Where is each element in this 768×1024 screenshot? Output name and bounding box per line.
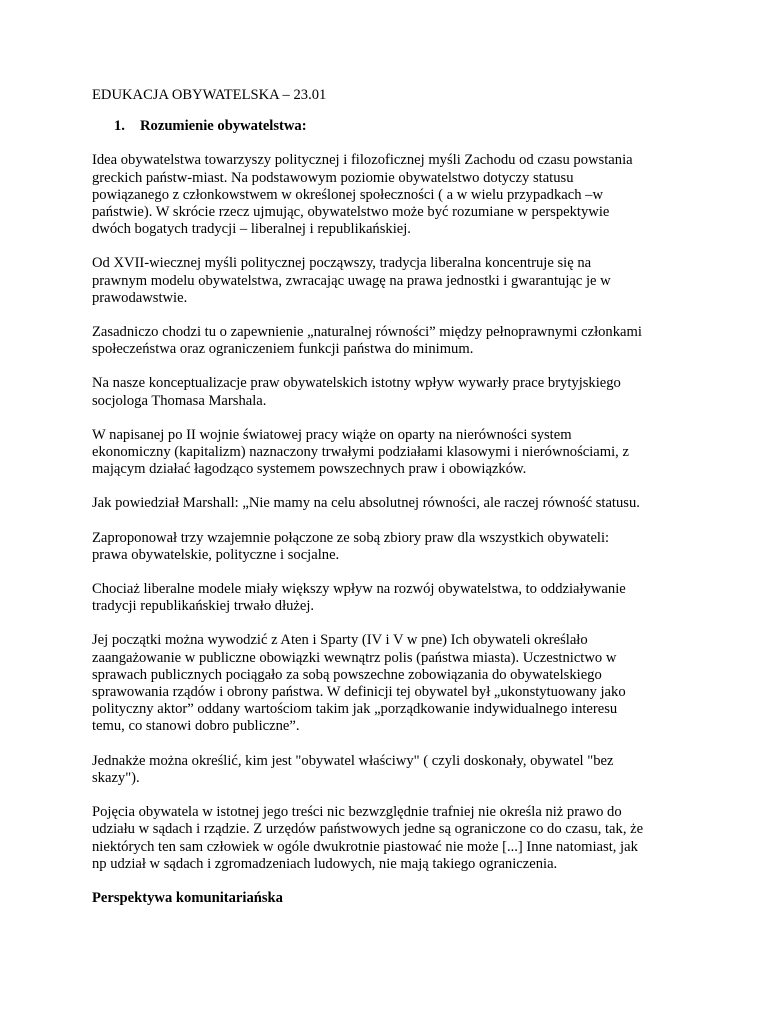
paragraphs xyxy=(92,152,692,873)
paragraph-line: Na nasze konceptualizacje praw obywatelskich istotny wpływ wywarły prace brytyjskiego xyxy=(92,375,621,392)
section-heading xyxy=(92,118,692,135)
paragraph-line: Jak powiedział Marshall: „Nie mamy na celu absolutnej równości, ale raczej równość statusu. xyxy=(92,495,640,512)
paragraph-line: państwie). W skrócie rzecz ujmując, obywatelstwo może być rozumiane w perspektywie xyxy=(92,204,610,221)
paragraph-line: powiązanego z członkowstwem w określonej społeczności ( a w wielu przypadkach –w xyxy=(92,186,604,203)
paragraph-line: Idea obywatelstwa towarzyszy politycznej i filozoficznej myśli Zachodu od czasu powstania xyxy=(92,152,633,169)
paragraph xyxy=(92,324,692,358)
paragraph-line: Pojęcia obywatela w istotnej jego treści nic bezwzględnie trafniej nie określa niż prawo do xyxy=(92,804,622,821)
paragraph-line: socjologa Thomasa Marshala. xyxy=(92,392,267,409)
subheading: Perspektywa komunitariańska xyxy=(92,889,283,906)
paragraph-line: ekonomiczny (kapitalizm) naznaczony trwałymi podziałami klasowymi i nierównościami, z xyxy=(92,444,629,461)
paragraph-line: polityczny aktor” oddany wartościom takim jak „porządkowanie indywidualnego interesu xyxy=(92,701,618,718)
paragraph-line: temu, co stanowi dobro publiczne”. xyxy=(92,718,300,735)
paragraph xyxy=(92,632,692,735)
paragraph xyxy=(92,375,692,409)
section-title: Rozumienie obywatelstwa: xyxy=(140,118,307,135)
paragraph-line: społeczeństwa oraz ograniczeniem funkcji państwa do minimum. xyxy=(92,341,474,358)
paragraph-line: prawnym modelu obywatelstwa, zwracając uwagę na prawa jednostki i gwarantując je w xyxy=(92,272,611,289)
paragraph xyxy=(92,804,692,873)
paragraph-line: Zasadniczo chodzi tu o zapewnienie „naturalnej równości” między pełnoprawnymi członkami xyxy=(92,324,642,341)
paragraph xyxy=(92,255,692,307)
paragraph xyxy=(92,530,692,564)
paragraph-line: Chociaż liberalne modele miały większy wpływ na rozwój obywatelstwa, to oddziaływanie xyxy=(92,581,626,598)
paragraph-line: np udział w sądach i zgromadzeniach ludowych, nie mają takiego ograniczenia. xyxy=(92,855,558,872)
paragraph-line: Jej początki można wywodzić z Aten i Sparty (IV i V w pne) Ich obywateli określało xyxy=(92,632,588,649)
paragraph-line: tradycji republikańskiej trwało dłużej. xyxy=(92,598,315,615)
paragraph-line: W napisanej po II wojnie światowej pracy wiąże on oparty na nierówności system xyxy=(92,426,572,443)
paragraph xyxy=(92,427,692,479)
paragraph xyxy=(92,495,692,512)
paragraph-line: greckich państw-miast. Na podstawowym poziomie obywatelstwo dotyczy statusu xyxy=(92,169,574,186)
section-number: 1. xyxy=(114,118,125,135)
document-header: EDUKACJA OBYWATELSKA – 23.01 xyxy=(92,87,327,103)
document-body xyxy=(92,87,692,907)
paragraph xyxy=(92,152,692,238)
paragraph-line: sprawach publicznych pociągało za sobą powszechne zobowiązania do obywatelskiego xyxy=(92,666,602,683)
paragraph-line: Od XVII-wiecznej myśli politycznej począwszy, tradycja liberalna koncentruje się na xyxy=(92,255,592,272)
paragraph-line: Jednakże można określić, kim jest "obywatel właściwy" ( czyli doskonały, obywatel "bez xyxy=(92,752,614,769)
paragraph xyxy=(92,753,692,787)
paragraph-line: sprawowania rządów i obrony państwa. W definicji tej obywatel był „ukonstytuowany jako xyxy=(92,684,626,701)
paragraph-line: mającym działać łagodząco systemem powszechnych praw i obowiązków. xyxy=(92,461,527,478)
paragraph-line: prawa obywatelskie, polityczne i socjalne. xyxy=(92,546,340,563)
paragraph-line: niektórych ten sam człowiek w ogóle dwukrotnie piastować nie może [...] Inne natomiast, jak xyxy=(92,838,638,855)
paragraph-line: skazy"). xyxy=(92,769,140,786)
paragraph-line: dwóch bogatych tradycji – liberalnej i republikańskiej. xyxy=(92,221,411,238)
paragraph-line: Zaproponował trzy wzajemnie połączone ze sobą zbiory praw dla wszystkich obywateli: xyxy=(92,529,610,546)
paragraph xyxy=(92,581,692,615)
paragraph-line: udziału w sądach i rządzie. Z urzędów państwowych jedne są ograniczone co do czasu, tak, że xyxy=(92,821,644,838)
paragraph-line: zaangażowanie w publiczne obowiązki wewnątrz polis (państwa miasta). Uczestnictwo w xyxy=(92,649,617,666)
paragraph-line: prawodawstwie. xyxy=(92,289,188,306)
